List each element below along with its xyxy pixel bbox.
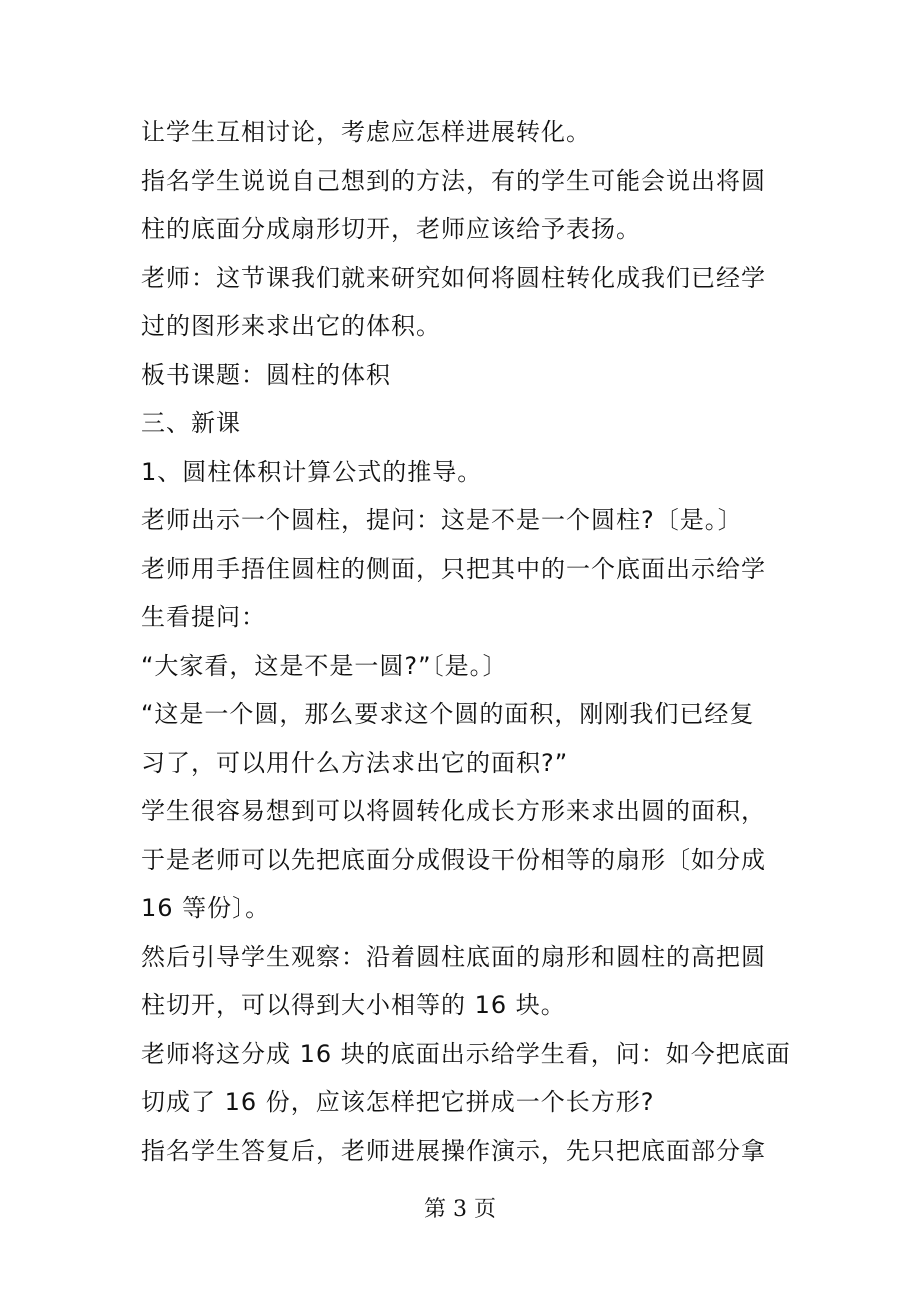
text-line: 老师：这节课我们就来研究如何将圆柱转化成我们已经学 xyxy=(141,263,766,292)
section-heading: 三、新课 xyxy=(141,409,241,437)
text-line: 老师出示一个圆柱，提问：这是不是一个圆柱?〔是。〕 xyxy=(141,506,743,534)
text-line: 板书课题：圆柱的体积 xyxy=(141,360,391,389)
text-line: 柱的底面分成扇形切开，老师应该给予表扬。 xyxy=(141,215,641,243)
text-line: “大家看，这是不是一圆?”〔是。〕 xyxy=(141,651,508,680)
text-line: “这是一个圆，那么要求这个圆的面积，刚刚我们已经复 xyxy=(141,700,755,728)
text-line: 学生很容易想到可以将圆转化成长方形来求出圆的面积， xyxy=(141,797,766,825)
text-line: 指名学生说说自己想到的方法，有的学生可能会说出将圆 xyxy=(141,166,766,195)
text-line: 切成了 16 份，应该怎样把它拼成一个长方形? xyxy=(141,1088,655,1116)
text-line: 老师将这分成 16 块的底面出示给学生看，问：如今把底面 xyxy=(141,1039,791,1068)
text-line: 然后引导学生观察：沿着圆柱底面的扇形和圆柱的高把圆 xyxy=(141,942,766,971)
text-line: 于是老师可以先把底面分成假设干份相等的扇形〔如分成 xyxy=(141,845,766,874)
text-line: 指名学生答复后，老师进展操作演示，先只把底面部分拿 xyxy=(141,1136,766,1165)
text-line: 柱切开，可以得到大小相等的 16 块。 xyxy=(141,991,566,1019)
text-line: 让学生互相讨论，考虑应怎样进展转化。 xyxy=(141,118,591,146)
text-line: 生看提问： xyxy=(141,603,266,631)
text-line: 习了，可以用什么方法求出它的面积?” xyxy=(141,748,569,777)
page-number: 第 3 页 xyxy=(424,1197,496,1222)
text-line: 1、圆柱体积计算公式的推导。 xyxy=(141,457,483,486)
text-line: 过的图形来求出它的体积。 xyxy=(141,312,441,340)
document-body xyxy=(141,108,791,1175)
text-line: 老师用手捂住圆柱的侧面，只把其中的一个底面出示给学 xyxy=(141,554,766,583)
text-line: 16 等份〕。 xyxy=(141,894,271,922)
